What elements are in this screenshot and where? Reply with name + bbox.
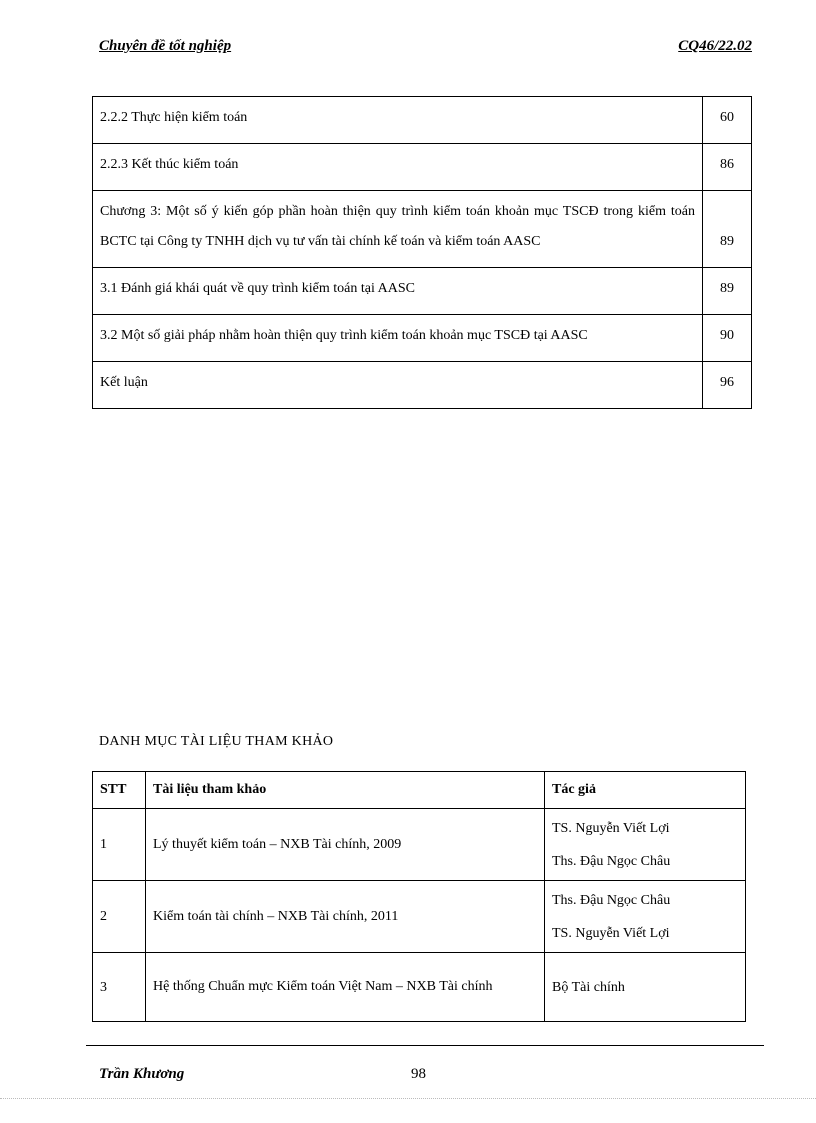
toc-page: 96 <box>703 362 752 409</box>
row-authors <box>545 953 746 1022</box>
row-stt: 1 <box>93 809 146 881</box>
references-header-row <box>93 772 746 809</box>
author: TS. Nguyễn Viết Lợi <box>552 820 670 836</box>
page-header <box>99 38 752 60</box>
toc-page: 89 <box>703 191 752 268</box>
toc-title: 2.2.3 Kết thúc kiểm toán <box>93 144 703 191</box>
toc-row <box>93 315 752 362</box>
toc-title: Chương 3: Một số ý kiến góp phần hoàn thiện quy trình kiểm toán khoản mục TSCĐ trong kiểm toán BCTC tại Công ty TNHH dịch vụ tư vấn tài chính kế toán và kiểm toán AASC <box>93 191 703 268</box>
row-authors <box>545 809 746 881</box>
column-header-author: Tác giả <box>545 772 746 809</box>
table-of-contents <box>92 96 752 409</box>
toc-page: 89 <box>703 268 752 315</box>
page-number: 98 <box>411 1066 426 1082</box>
table-row <box>93 809 746 881</box>
row-document: Kiểm toán tài chính – NXB Tài chính, 2011 <box>146 881 545 953</box>
toc-row <box>93 362 752 409</box>
author: TS. Nguyễn Viết Lợi <box>552 925 670 941</box>
toc-title: 2.2.2 Thực hiện kiểm toán <box>93 97 703 144</box>
toc-title: Kết luận <box>93 362 703 409</box>
row-document: Lý thuyết kiểm toán – NXB Tài chính, 2009 <box>146 809 545 881</box>
toc-row <box>93 268 752 315</box>
page-edge-divider <box>0 1098 816 1099</box>
toc-row <box>93 144 752 191</box>
footer-author: Trần Khương <box>99 1066 185 1082</box>
column-header-stt: STT <box>93 772 146 809</box>
toc-title: 3.1 Đánh giá khái quát về quy trình kiểm toán tại AASC <box>93 268 703 315</box>
table-row <box>93 953 746 1022</box>
toc-row <box>93 191 752 268</box>
row-stt: 3 <box>93 953 146 1022</box>
header-code: CQ46/22.02 <box>678 38 752 54</box>
toc-row <box>93 97 752 144</box>
row-document: Hệ thống Chuẩn mực Kiểm toán Việt Nam – NXB Tài chính <box>146 953 545 1022</box>
references-table <box>92 771 746 1022</box>
author: Ths. Đậu Ngọc Châu <box>552 853 671 869</box>
row-stt: 2 <box>93 881 146 953</box>
column-header-document: Tài liệu tham khảo <box>146 772 545 809</box>
toc-page: 86 <box>703 144 752 191</box>
author: Ths. Đậu Ngọc Châu <box>552 892 671 908</box>
row-authors <box>545 881 746 953</box>
toc-title: 3.2 Một số giải pháp nhằm hoàn thiện quy trình kiểm toán khoản mục TSCĐ tại AASC <box>93 315 703 362</box>
references-heading: DANH MỤC TÀI LIỆU THAM KHẢO <box>99 734 334 749</box>
author: Bộ Tài chính <box>552 979 625 995</box>
toc-page: 60 <box>703 97 752 144</box>
footer-divider <box>86 1045 764 1046</box>
header-title: Chuyên đề tốt nghiệp <box>99 38 232 54</box>
toc-page: 90 <box>703 315 752 362</box>
table-row <box>93 881 746 953</box>
